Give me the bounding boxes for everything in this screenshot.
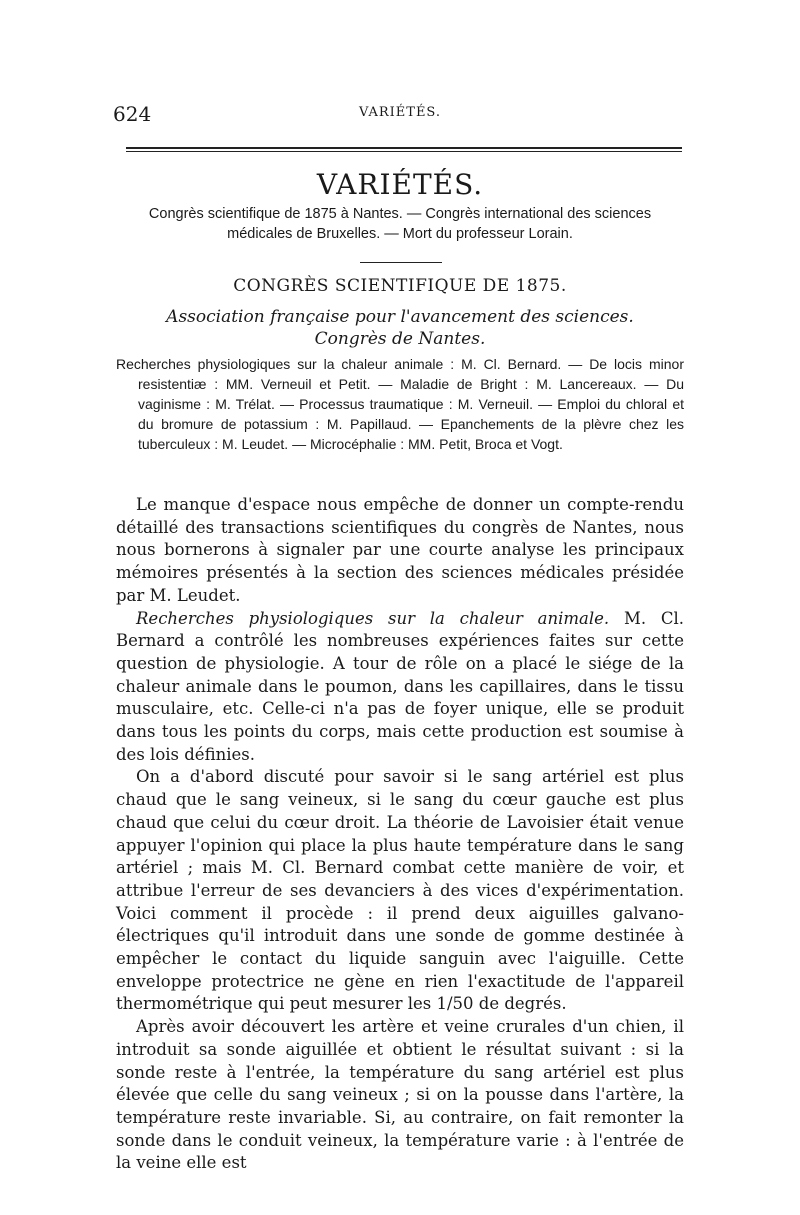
section-summary: Congrès scientifique de 1875 à Nantes. — Congrès international des sciences médicales de Bruxelles. — Mort du professeur Lorain. [148,206,652,242]
section-divider [360,262,442,263]
subsection-title: CONGRÈS SCIENTIFIQUE DE 1875. [233,276,567,296]
paragraph-1: Le manque d'espace nous empêche de donner un compte-rendu détaillé des transactions scientifiques du congrès de Nantes, nous nous bornerons à signaler par une courte analyse les principaux mémoires présentés à la section des sciences médicales présidée par M. Leudet. [116,495,684,605]
article-body [116,494,684,1175]
paragraph-3: On a d'abord discuté pour savoir si le sang artériel est plus chaud que le sang veineux, si le sang du cœur gauche est plus chaud que celui du cœur droit. La théorie de Lavoisier était venue appuyer l'opinion qui place la plus haute température dans le sang artériel ; mais M. Cl. Bernard combat cette manière de voir, et attribue l'erreur de ses devanciers à des vices d'expérimentation. Voici comment il procède : il prend deux aiguilles galvano-électriques qu'il introduit dans une sonde de gomme destinée à empêcher le contact du liquide sanguin avec l'aiguille. Cette enveloppe protectrice ne gène en rien l'exactitude de l'appareil thermométrique qui peut mesurer les 1/50 de degrés. [116,767,684,1014]
header-rule [126,147,682,152]
congress-name: Congrès de Nantes. [314,329,486,349]
paragraph-2-heading: Recherches physiologiques sur la chaleur animale. [136,608,610,628]
running-head: VARIÉTÉS. [358,105,442,120]
association-block [0,306,800,350]
section-title: VARIÉTÉS. [316,168,484,201]
paragraph-2-text: M. Cl. Bernard a contrôlé les nombreuses expériences faites sur cette question de physiologie. A tour de rôle on a placé le siége de la chaleur animale dans le poumon, dans les capillaires, dans le tissu musculaire, etc. Celle-ci n'a pas de foyer unique, elle se produit dans tous les points du corps, mais cette production est soumise à des lois définies. [116,608,684,764]
page-number: 624 [113,102,152,126]
paragraph-2 [116,608,684,767]
programme-list [116,354,684,454]
paragraph-4: Après avoir découvert les artère et veine crurales d'un chien, il introduit sa sonde aiguillée et obtient le résultat suivant : si la sonde reste à l'entrée, la température du sang artériel est plus élevée que celle du sang veineux ; si on la pousse dans l'artère, la température reste invariable. Si, au contraire, on fait remonter la sonde dans le conduit veineux, la température varie : à l'entrée de la veine elle est [116,1017,684,1173]
programme-text: Recherches physiologiques sur la chaleur animale : M. Cl. Bernard. — De locis minor resistentiæ : MM. Verneuil et Petit. — Maladie de Bright : M. Lancereaux. — Du vaginisme : M. Trélat. — Processus traumatique : M. Verneuil. — Emploi du chloral et du bromure de potassium : M. Papillaud. — Epanchements de la plèvre chez les tuberculeux : M. Leudet. — Microcéphalie : MM. Petit, Broca et Vogt. [116,356,684,452]
association-name: Association française pour l'avancement des sciences. [166,307,634,327]
